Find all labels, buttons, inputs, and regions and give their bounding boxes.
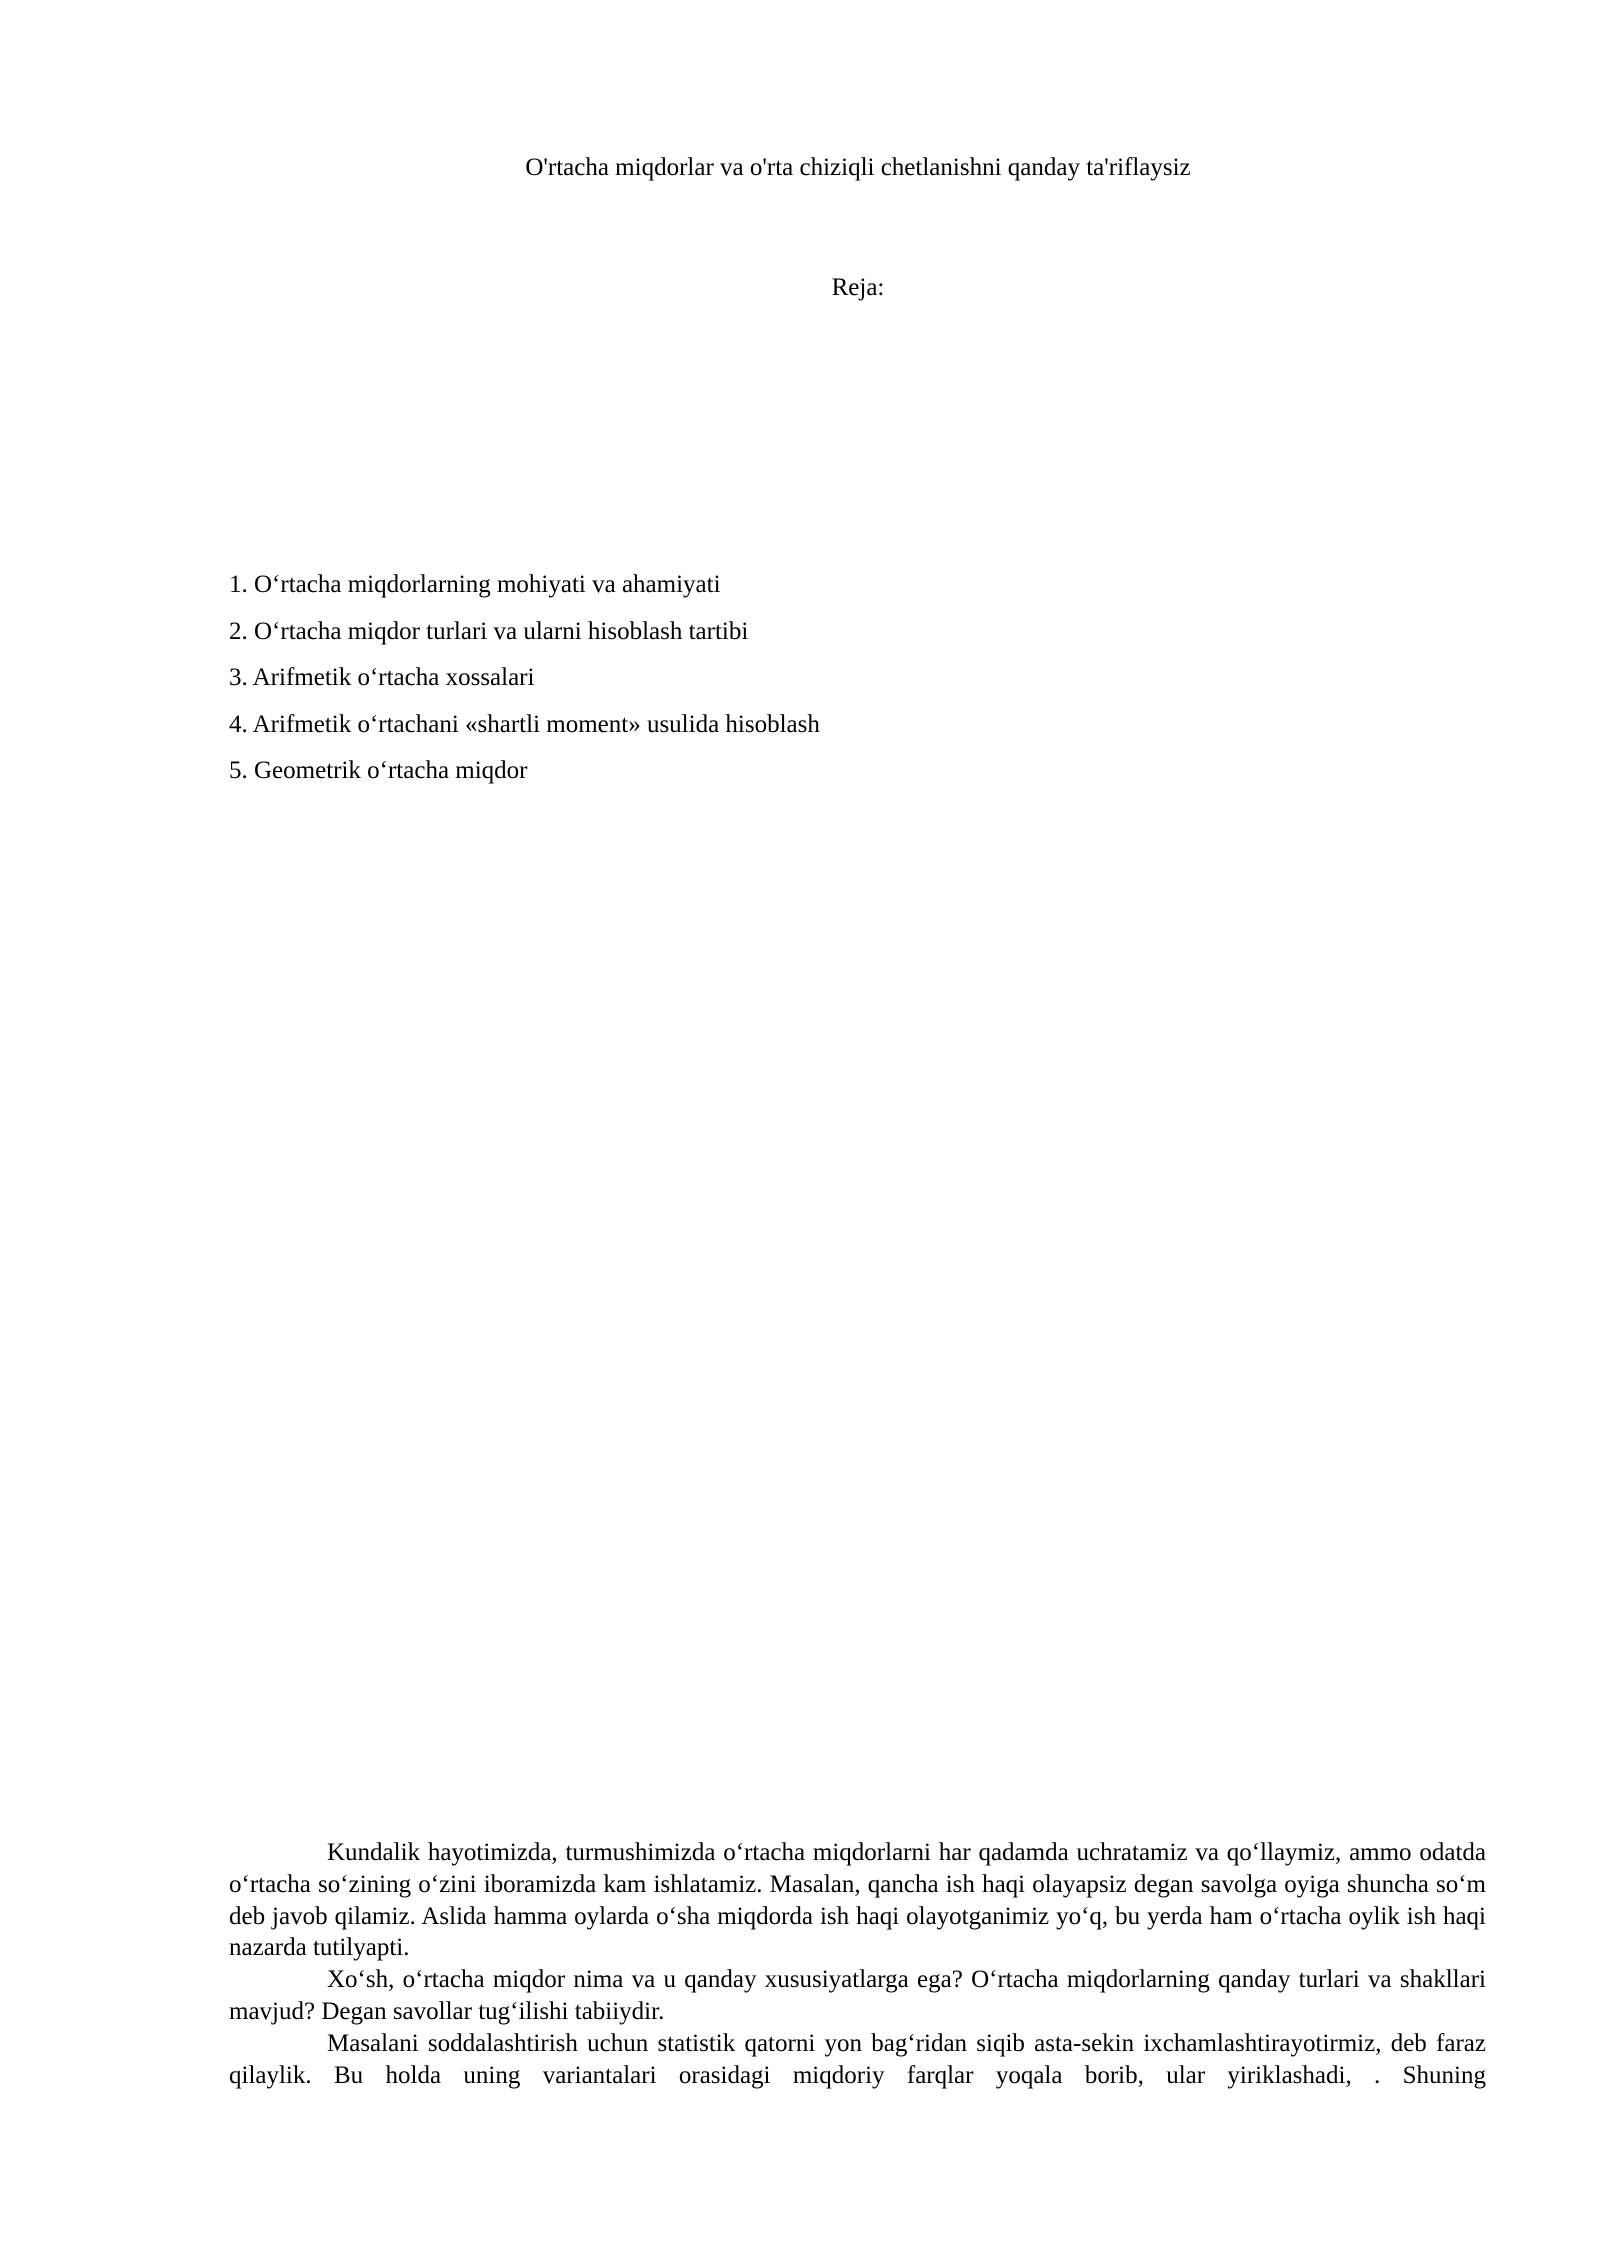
document-title: O'rtacha miqdorlar va o'rta chiziqli chetlanishni qanday ta'riflaysiz (525, 154, 1191, 181)
plan-list (229, 562, 820, 795)
plan-item: 4. Arifmetik o‘rtachani «shartli moment» usulida hisoblash (229, 710, 820, 738)
body-paragraph: Masalani soddalashtirish uchun statistik qatorni yon bag‘ridan siqib asta-sekin ixchamlashtirayotirmiz, deb faraz qilaylik. Bu holda uning variantalari orasidagi miqdoriy farqlar yoqala borib, ular yiriklashadi, . Shuning (229, 2029, 1486, 2089)
plan-item: 5. Geometrik o‘rtacha miqdor (229, 757, 528, 784)
plan-item: 3. Arifmetik o‘rtacha xossalari (229, 664, 535, 691)
plan-item: 1. O‘rtacha miqdorlarning mohiyati va ahamiyati (229, 571, 721, 598)
plan-item: 2. O‘rtacha miqdor turlari va ularni hisoblash tartibi (229, 617, 749, 645)
body-paragraph: Xo‘sh, o‘rtacha miqdor nima va u qanday xususiyatlarga ega? O‘rtacha miqdorlarning qanday turlari va shakllari mavjud? Degan savollar tug‘ilishi tabiiydir. (229, 1966, 1486, 2025)
plan-heading: Reja: (831, 274, 885, 301)
body-text (229, 1837, 1486, 2099)
body-paragraph: Kundalik hayotimizda, turmushimizda o‘rtacha miqdorlarni har qadamda uchratamiz va qo‘llaymiz, ammo odatda o‘rtacha so‘zining o‘zini iboramizda kam ishlatamiz. Masalan, qancha ish haqi olayapsiz degan savolga oyiga shuncha so‘m deb javob qilamiz. Aslida hamma oylarda o‘sha miqdorda ish haqi olayotganimiz yo‘q, bu yerda ham o‘rtacha oylik ish haqi nazarda tutilyapti. (229, 1839, 1486, 1962)
